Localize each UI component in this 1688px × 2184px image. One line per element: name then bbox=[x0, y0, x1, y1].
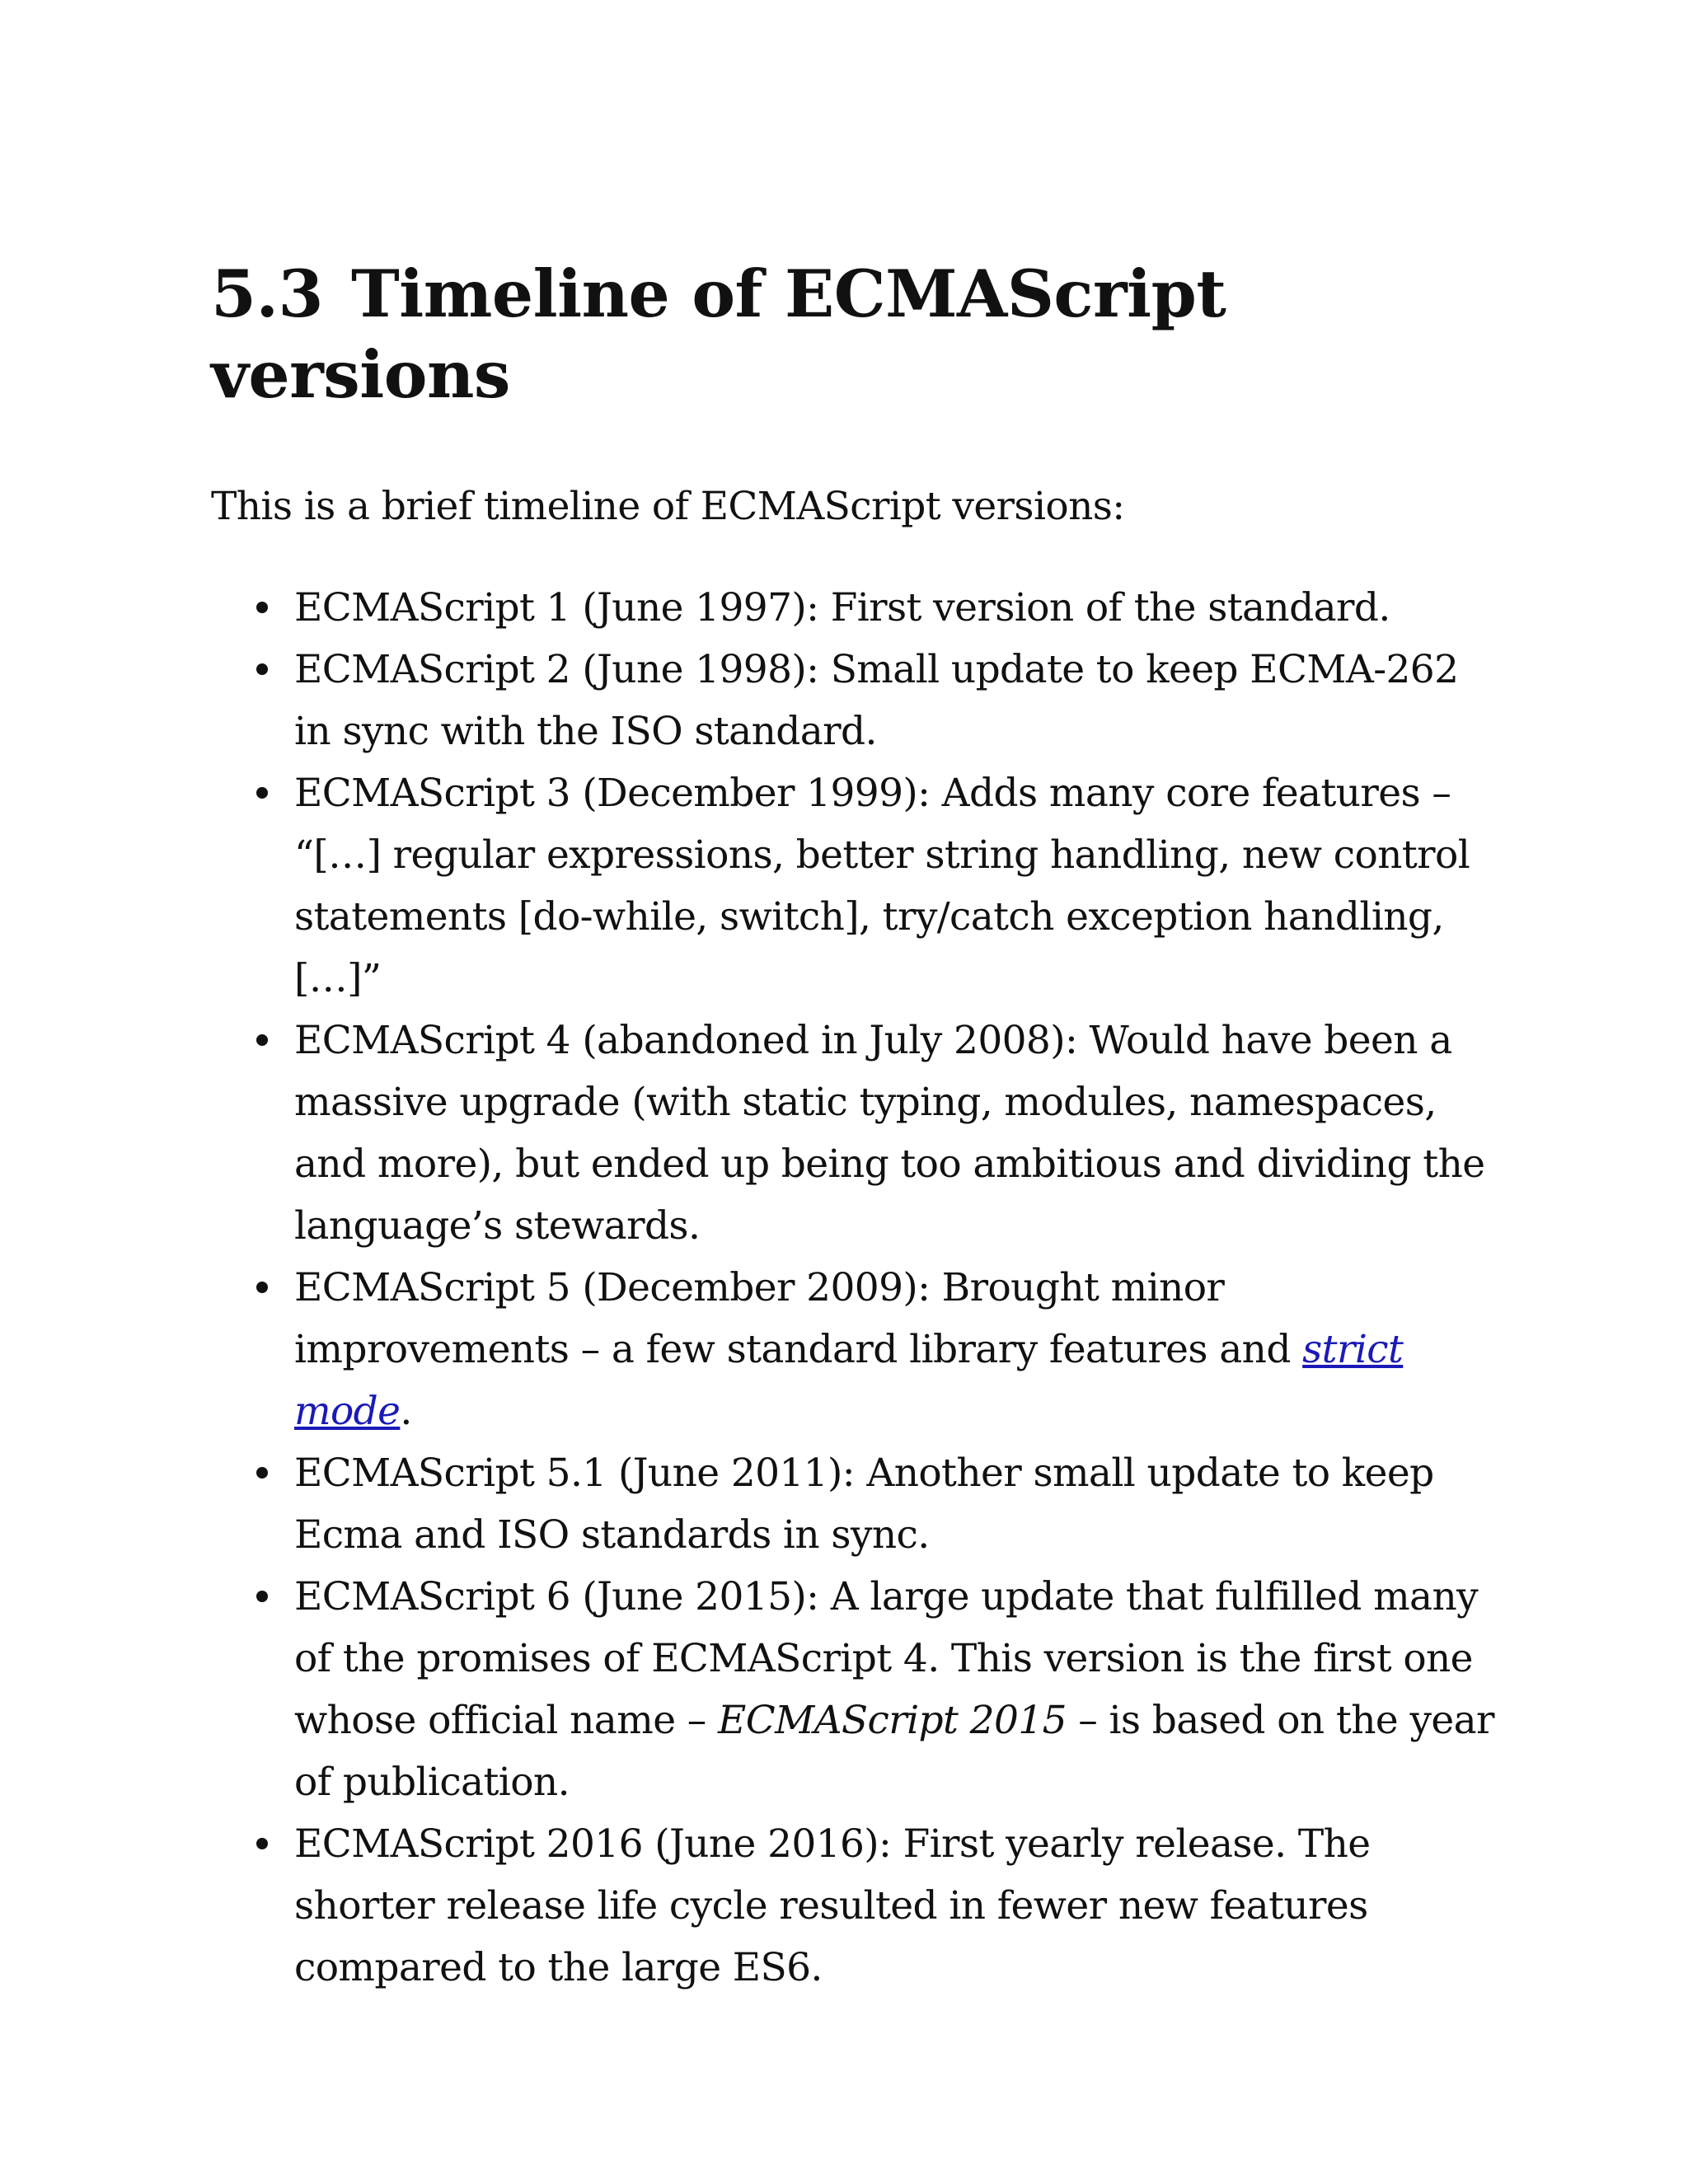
list-item-ecmascript-1 bbox=[211, 577, 1497, 639]
list-item-ecmascript-4 bbox=[211, 1010, 1497, 1257]
list-item-text-after-link: . bbox=[400, 1389, 412, 1434]
list-item-text: ECMAScript 1 (June 1997): First version of the standard. bbox=[294, 585, 1390, 630]
bullet-icon bbox=[256, 1838, 268, 1849]
document-page bbox=[211, 254, 1497, 1990]
list-item-text-before-link: ECMAScript 5 (December 2009): Brought minor improvements – a few standard library features and bbox=[294, 1265, 1303, 1372]
section-heading bbox=[211, 254, 1497, 415]
bullet-icon bbox=[256, 1591, 268, 1602]
list-item-text-before-emphasis: ECMAScript 6 (June 2015): A large update that fulfilled many of the promises of ECMAScript 4. This version is the first one whose official name – bbox=[294, 1574, 1479, 1743]
strict-mode-link[interactable]: strict mode bbox=[294, 1327, 1404, 1434]
list-item-ecmascript-6 bbox=[211, 1566, 1497, 1813]
section-number: 5.3 bbox=[211, 255, 323, 332]
ecmascript-version-list bbox=[211, 577, 1497, 1999]
list-item-text: ECMAScript 4 (abandoned in July 2008): Would have been a massive upgrade (with static typing, modules, namespaces, and more), but ended up being too ambitious and dividing the language’s stewards. bbox=[294, 1018, 1485, 1249]
list-item-text: ECMAScript 2 (June 1998): Small update to keep ECMA-262 in sync with the ISO standard. bbox=[294, 647, 1459, 754]
intro-paragraph: This is a brief timeline of ECMAScript versions: bbox=[211, 484, 1125, 529]
section-title-line-2: versions bbox=[211, 336, 510, 413]
bullet-icon bbox=[256, 1282, 268, 1293]
list-item-text: ECMAScript 5.1 (June 2011): Another small update to keep Ecma and ISO standards in sync. bbox=[294, 1451, 1434, 1558]
bullet-icon bbox=[256, 1467, 268, 1479]
list-item-text-after-emphasis: – is based on the year of publication. bbox=[294, 1698, 1494, 1805]
list-item-ecmascript-5 bbox=[211, 1257, 1497, 1442]
list-item-ecmascript-2 bbox=[211, 639, 1497, 762]
list-item-text: ECMAScript 2016 (June 2016): First yearly release. The shorter release life cycle resulted in fewer new features compared to the large ES6. bbox=[294, 1821, 1371, 1990]
bullet-icon bbox=[256, 602, 268, 613]
bullet-icon bbox=[256, 663, 268, 675]
list-item-ecmascript-5-1 bbox=[211, 1442, 1497, 1566]
list-item-ecmascript-3 bbox=[211, 762, 1497, 1010]
bullet-icon bbox=[256, 787, 268, 799]
list-item-text: ECMAScript 3 (December 1999): Adds many core features – “[…] regular expressions, better string handling, new control statements [do-while, switch], try/catch exception handling, […]” bbox=[294, 771, 1470, 1001]
ecmascript-2015-emphasis: ECMAScript 2015 bbox=[718, 1698, 1067, 1743]
bullet-icon bbox=[256, 1034, 268, 1046]
section-title-line-1: Timeline of ECMAScript bbox=[350, 255, 1226, 332]
list-item-ecmascript-2016 bbox=[211, 1813, 1497, 1999]
